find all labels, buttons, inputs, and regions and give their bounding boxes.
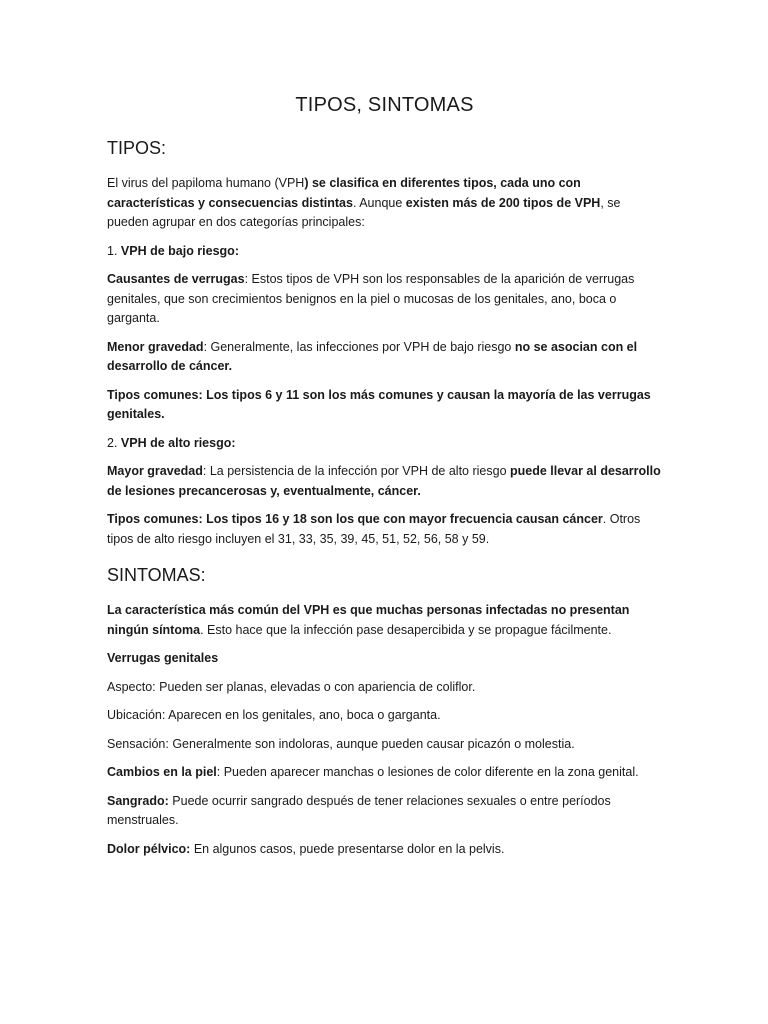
high-risk-title	[107, 434, 662, 454]
high-risk-tipos-comunes-bold: Los tipos 16 y 18 son los que con mayor frecuencia causan cáncer	[202, 512, 603, 526]
sintomas-intro-text: . Esto hace que la infección pase desapercibida y se propague fácilmente.	[200, 622, 612, 637]
dolor-pelvico-paragraph	[107, 840, 662, 860]
intro-text-2: . Aunque	[352, 195, 406, 210]
menor-gravedad-bold: no se asocian con el desarrollo de cáncer.	[107, 339, 638, 373]
intro-text-3: , se pueden agrupar en dos categorías principales:	[107, 195, 621, 229]
high-risk-tipos-comunes-text: . Otros tipos de alto riesgo incluyen el 31, 33, 35, 39, 45, 51, 52, 56, 58 y 59.	[107, 512, 641, 546]
low-risk-tipos-comunes-bold: Los tipos 6 y 11 son los más comunes y causan la mayoría de las verrugas genitales.	[107, 387, 651, 421]
high-risk-number: 2.	[107, 435, 121, 450]
document-title: TIPOS, SINTOMAS	[295, 94, 474, 116]
intro-bold-2: existen más de 200 tipos de VPH	[405, 195, 601, 210]
high-risk-title-text: VPH de alto riesgo:	[120, 435, 236, 450]
menor-gravedad-text: : Generalmente, las infecciones por VPH de bajo riesgo	[203, 339, 515, 354]
mayor-gravedad-label: Mayor gravedad	[107, 464, 203, 478]
cambios-piel-text: : Pueden aparecer manchas o lesiones de color diferente en la zona genital.	[216, 765, 639, 779]
low-risk-title	[107, 242, 662, 262]
causantes-label: Causantes de verrugas	[107, 272, 245, 286]
high-risk-tipos-comunes-label: Tipos comunes:	[107, 512, 203, 526]
verrugas-genitales-title-text: Verrugas genitales	[107, 651, 219, 665]
low-risk-tipos-comunes-label: Tipos comunes:	[107, 387, 203, 402]
verrugas-genitales-title	[107, 649, 662, 669]
aspecto-paragraph: Aspecto: Pueden ser planas, elevadas o con apariencia de coliflor.	[107, 679, 476, 694]
low-risk-title-text: VPH de bajo riesgo:	[120, 243, 239, 258]
dolor-pelvico-label: Dolor pélvico:	[107, 841, 191, 856]
intro-bold-1: ) se clasifica en diferentes tipos, cada uno con características y consecuencias distintas	[107, 176, 581, 210]
menor-gravedad-paragraph	[107, 338, 662, 377]
tipos-heading: TIPOS:	[107, 138, 167, 158]
sintomas-intro-bold: La característica más común del VPH es que muchas personas infectadas no presentan ningún síntoma	[107, 603, 630, 637]
intro-text-1: El virus del papiloma humano (VPH	[107, 176, 305, 190]
ubicacion-paragraph: Ubicación: Aparecen en los genitales, ano, boca o garganta.	[107, 708, 441, 722]
low-risk-number: 1.	[107, 243, 121, 258]
dolor-pelvico-text: En algunos casos, puede presentarse dolor en la pelvis.	[190, 841, 505, 856]
mayor-gravedad-text: : La persistencia de la infección por VPH de alto riesgo	[202, 464, 510, 478]
sintomas-heading: SINTOMAS:	[107, 565, 206, 585]
cambios-piel-label: Cambios en la piel	[107, 765, 217, 779]
sensacion-paragraph: Sensación: Generalmente son indoloras, aunque pueden causar picazón o molestia.	[107, 736, 575, 751]
mayor-gravedad-bold: puede llevar al desarrollo de lesiones precancerosas y, eventualmente, cáncer.	[107, 464, 661, 498]
cambios-piel-paragraph	[107, 763, 662, 783]
mayor-gravedad-paragraph	[107, 462, 662, 501]
low-risk-tipos-comunes-paragraph	[107, 386, 662, 425]
sintomas-intro-paragraph	[107, 601, 662, 640]
high-risk-tipos-comunes-paragraph	[107, 510, 662, 549]
tipos-intro-paragraph	[107, 174, 662, 233]
causantes-text: : Estos tipos de VPH son los responsables de la aparición de verrugas genitales, que son crecimientos benignos en la piel o mucosas de los genitales, ano, boca o garganta.	[107, 272, 635, 325]
sangrado-paragraph	[107, 792, 662, 831]
sangrado-label: Sangrado:	[107, 793, 169, 808]
menor-gravedad-label: Menor gravedad	[107, 339, 204, 354]
sangrado-text: Puede ocurrir sangrado después de tener relaciones sexuales o entre períodos menstruales.	[107, 793, 611, 827]
causantes-paragraph	[107, 270, 662, 329]
